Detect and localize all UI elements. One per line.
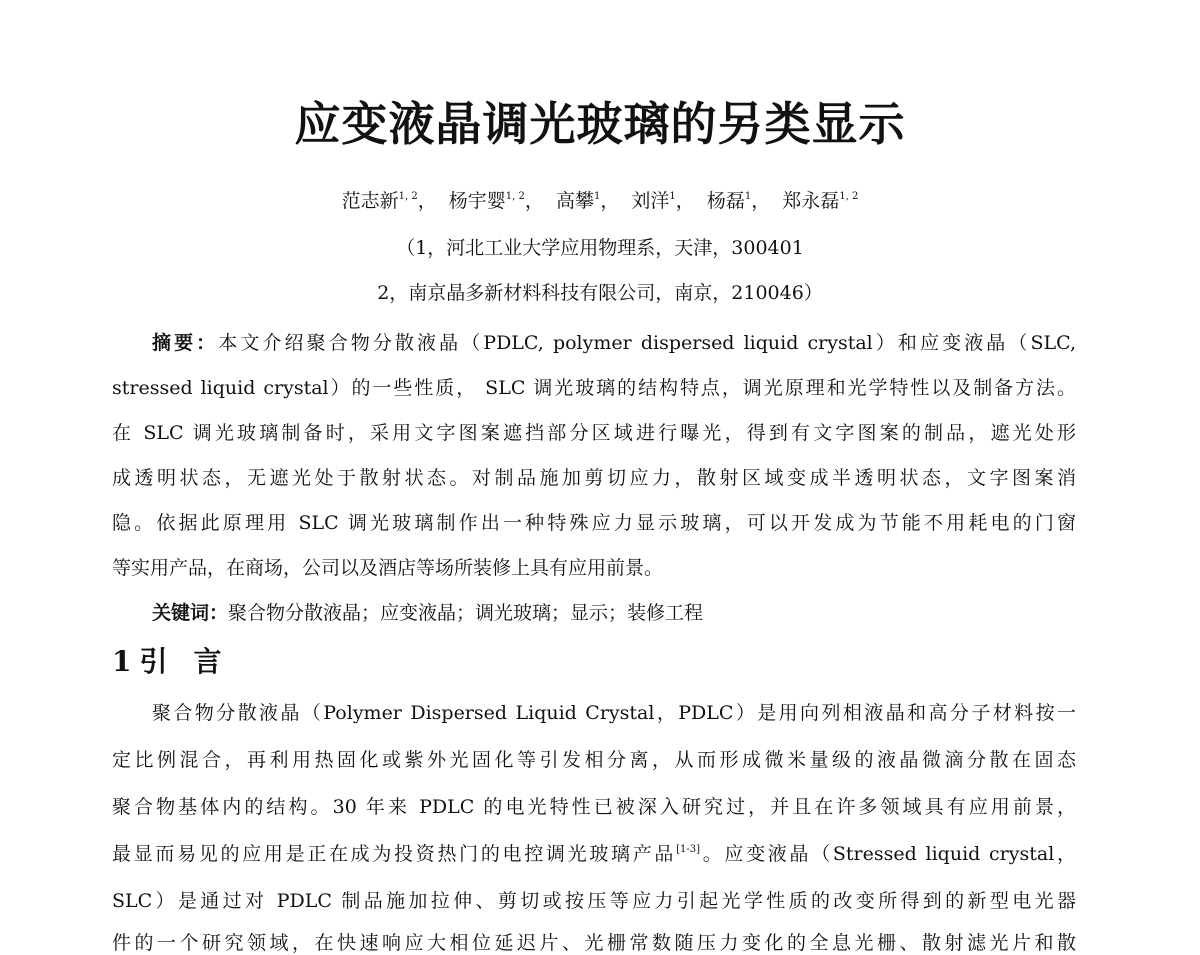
intro-line: 定比例混合，再利用热固化或紫外光固化等引发相分离，从而形成微米量级的液晶微滴分散在固态 bbox=[112, 749, 1076, 771]
intro-line: 最显而易见的应用是正在成为投资热门的电控调光玻璃产品[1-3]。应变液晶（Stressed liquid crystal， bbox=[112, 843, 1076, 865]
affiliation-2: 2，南京晶多新材料科技有限公司，南京，210046） bbox=[377, 282, 823, 304]
section-heading: 1 引 言 bbox=[112, 645, 222, 678]
author: 杨宇婴$^{1, 2}$ bbox=[448, 190, 525, 212]
abstract-label: 摘要： bbox=[152, 332, 219, 354]
abstract-line: stressed liquid crystal）的一些性质， SLC 调光玻璃的结构特点，调光原理和光学特性以及制备方法。 bbox=[112, 377, 1076, 399]
author-list: 范志新$^{1, 2}$， 杨宇婴$^{1, 2}$， 高攀$^1$， 刘洋$^1$， 杨磊$^1$， 郑永磊$^{1, 2}$ bbox=[341, 190, 859, 212]
author: 范志新$^{1, 2}$ bbox=[341, 190, 418, 212]
abstract-line: 等实用产品，在商场，公司以及酒店等场所装修上具有应用前景。 bbox=[112, 557, 664, 579]
author: 高攀$^1$ bbox=[555, 190, 601, 212]
author: 郑永磊$^{1, 2}$ bbox=[782, 190, 859, 212]
intro-line: 聚合物分散液晶（Polymer Dispersed Liquid Crystal，PDLC）是用向列相液晶和高分子材料按一 bbox=[152, 702, 1076, 724]
keywords-items: 聚合物分散液晶；应变液晶；调光玻璃；显示；装修工程 bbox=[228, 602, 704, 624]
intro-line: 件的一个研究领域，在快速响应大相位延迟片、光栅常数随压力变化的全息光栅、散射滤光片和散 bbox=[112, 932, 1076, 954]
affiliation-1: （1，河北工业大学应用物理系，天津，300401 bbox=[396, 237, 804, 259]
keywords-label: 关键词： bbox=[152, 602, 229, 624]
abstract-line: 隐。依据此原理用 SLC 调光玻璃制作出一种特殊应力显示玻璃，可以开发成为节能不用耗电的门窗 bbox=[112, 512, 1076, 534]
citation: [1-3] bbox=[676, 844, 701, 855]
abstract-line: 在 SLC 调光玻璃制备时，采用文字图案遮挡部分区域进行曝光，得到有文字图案的制品，遮光处形 bbox=[112, 422, 1076, 444]
keywords bbox=[152, 598, 703, 625]
intro-line: 聚合物基体内的结构。30 年来 PDLC 的电光特性已被深入研究过，并且在许多领域具有应用前景， bbox=[112, 796, 1076, 818]
author: 杨磊$^1$ bbox=[706, 190, 752, 212]
abstract-line: 摘要：本文介绍聚合物分散液晶（PDLC, polymer dispersed liquid crystal）和应变液晶（SLC, bbox=[152, 332, 1076, 354]
paper-title: 应变液晶调光玻璃的另类显示 bbox=[294, 97, 906, 151]
intro-line: SLC）是通过对 PDLC 制品施加拉伸、剪切或按压等应力引起光学性质的改变所得到的新型电光器 bbox=[112, 890, 1076, 912]
author: 刘洋$^1$ bbox=[631, 190, 676, 212]
abstract-line: 成透明状态，无遮光处于散射状态。对制品施加剪切应力，散射区域变成半透明状态，文字图案消 bbox=[112, 467, 1076, 489]
